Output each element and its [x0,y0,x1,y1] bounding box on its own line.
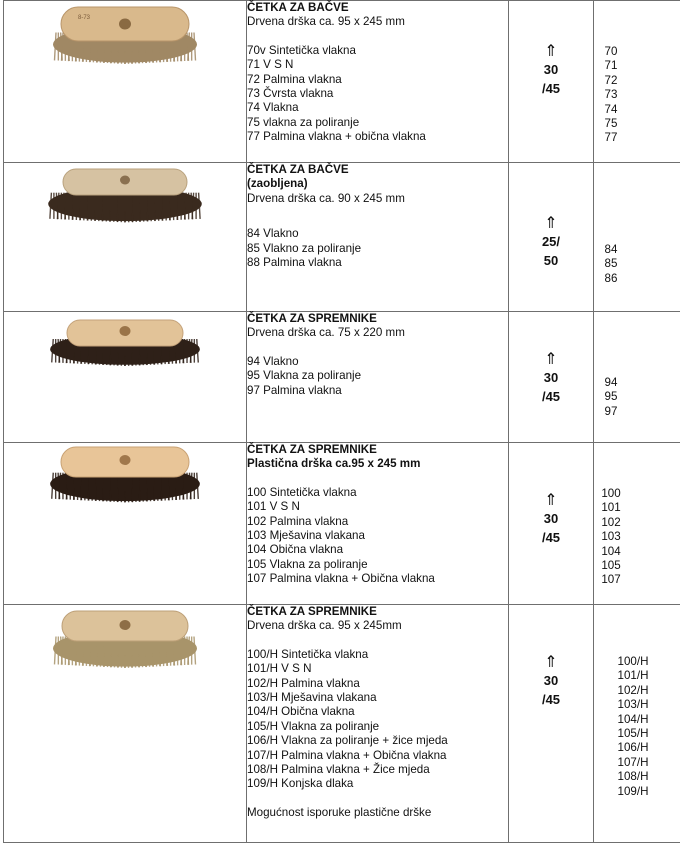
code-item: 85 [594,257,628,271]
size-value-b: 50 [542,251,560,270]
handle-spec: Plastična drška ca.95 x 245 mm [247,457,508,471]
size-cell [509,605,594,843]
variant-item: 103/H Mješavina vlakana [247,691,508,705]
code-list [594,243,680,286]
code-item: 84 [594,243,628,257]
variant-item: 102 Palmina vlakna [247,515,508,529]
size-cell [509,443,594,605]
product-description [247,1,509,163]
size-value-a: 30 [542,509,560,528]
size-value-a: 30 [542,671,560,690]
code-item: 86 [594,272,628,286]
size-value-b: /45 [542,528,560,547]
variant-item: 74 Vlakna [247,101,508,115]
size-value-b: /45 [542,690,560,709]
product-image-cell [4,443,247,605]
code-item: 102/H [616,684,650,698]
variant-item: 107 Palmina vlakna + Obična vlakna [247,572,508,586]
variant-item: 84 Vlakno [247,227,508,241]
code-item: 100/H [616,655,650,669]
code-item: 95 [594,390,628,404]
product-row [4,1,680,163]
code-item: 105/H [616,727,650,741]
brush-image [47,312,203,372]
code-list [594,487,680,588]
size-cell [509,1,594,163]
code-cell [594,605,680,843]
variant-item: 97 Palmina vlakna [247,384,508,398]
variant-item: 101/H V S N [247,662,508,676]
variant-item: 85 Vlakno za poliranje [247,242,508,256]
code-item: 77 [594,131,628,145]
supply-note: Mogućnost isporuke plastične drške [247,806,508,820]
code-item: 75 [594,117,628,131]
variant-item: 109/H Konjska dlaka [247,777,508,791]
code-item: 70 [594,45,628,59]
variant-item: 94 Vlakno [247,355,508,369]
arrow-up-icon: ⇑ [542,352,560,368]
code-item: 107 [594,573,628,587]
arrow-up-icon: ⇑ [542,493,560,509]
handle-spec: Drvena drška ca. 95 x 245 mm [247,15,508,29]
code-item: 73 [594,88,628,102]
size-value-a: 25/ [542,232,560,251]
code-item: 106/H [616,741,650,755]
variant-list [247,486,508,587]
code-item: 94 [594,376,628,390]
variant-item: 108/H Palmina vlakna + Žice mjeda [247,763,508,777]
product-row [4,605,680,843]
code-item: 100 [594,487,628,501]
variant-item: 71 V S N [247,58,508,72]
code-cell [594,443,680,605]
code-item: 101/H [616,669,650,683]
product-title: ČETKA ZA SPREMNIKE [247,605,508,619]
code-item: 101 [594,501,628,515]
product-title: ČETKA ZA BAČVE [247,163,508,177]
variant-list [247,355,508,398]
product-description [247,443,509,605]
variant-item: 106/H Vlakna za poliranje + žice mjeda [247,734,508,748]
product-row [4,163,680,312]
product-title: ČETKA ZA BAČVE [247,1,508,15]
variant-item: 105/H Vlakna za poliranje [247,720,508,734]
product-title: ČETKA ZA SPREMNIKE [247,312,508,326]
code-item: 109/H [616,785,650,799]
product-image-cell [4,163,247,312]
code-item: 97 [594,405,628,419]
code-item: 104/H [616,713,650,727]
handle-spec: Drvena drška ca. 90 x 245 mm [247,192,508,206]
code-item: 102 [594,516,628,530]
svg-text:8-73: 8-73 [78,15,91,21]
code-item: 72 [594,74,628,88]
code-cell [594,312,680,443]
variant-item: 101 V S N [247,500,508,514]
code-list [594,45,680,146]
handle-spec: Drvena drška ca. 75 x 220 mm [247,326,508,340]
variant-item: 95 Vlakna za poliranje [247,369,508,383]
product-image-cell [4,605,247,843]
handle-spec: Drvena drška ca. 95 x 245mm [247,619,508,633]
arrow-up-icon: ⇑ [542,655,560,671]
variant-item: 102/H Palmina vlakna [247,677,508,691]
code-item: 71 [594,59,628,73]
variant-list [247,227,508,270]
code-cell [594,163,680,312]
brush-image [47,443,203,509]
size-cell [509,163,594,312]
code-item: 74 [594,103,628,117]
code-list [616,655,680,799]
code-cell [594,1,680,163]
product-description [247,605,509,843]
variant-list [247,44,508,145]
variant-item: 107/H Palmina vlakna + Obična vlakna [247,749,508,763]
code-item: 105 [594,559,628,573]
size-value-b: /45 [542,79,560,98]
code-item: 103 [594,530,628,544]
code-item: 107/H [616,756,650,770]
product-subtitle: (zaobljena) [247,177,508,191]
product-description [247,312,509,443]
size-value-b: /45 [542,387,560,406]
brush-image [45,163,205,229]
variant-item: 100 Sintetička vlakna [247,486,508,500]
variant-item: 105 Vlakna za poliranje [247,558,508,572]
product-row [4,312,680,443]
product-table [3,0,680,843]
product-title: ČETKA ZA SPREMNIKE [247,443,508,457]
code-list [594,376,680,419]
code-item: 103/H [616,698,650,712]
arrow-up-icon: ⇑ [542,44,560,60]
variant-list [247,648,508,792]
variant-item: 77 Palmina vlakna + obična vlakna [247,130,508,144]
size-value-a: 30 [542,60,560,79]
code-item: 104 [594,545,628,559]
variant-item: 104 Obična vlakna [247,543,508,557]
size-value-a: 30 [542,368,560,387]
brush-image [50,1,200,71]
variant-item: 100/H Sintetička vlakna [247,648,508,662]
code-item: 108/H [616,770,650,784]
arrow-up-icon: ⇑ [542,216,560,232]
variant-item: 70v Sintetička vlakna [247,44,508,58]
variant-item: 72 Palmina vlakna [247,73,508,87]
product-row [4,443,680,605]
product-image-cell [4,1,247,163]
variant-item: 88 Palmina vlakna [247,256,508,270]
product-image-cell [4,312,247,443]
variant-item: 104/H Obična vlakna [247,705,508,719]
product-description [247,163,509,312]
variant-item: 103 Mješavina vlakana [247,529,508,543]
brush-image [50,605,200,675]
variant-item: 73 Čvrsta vlakna [247,87,508,101]
variant-item: 75 vlakna za poliranje [247,116,508,130]
size-cell [509,312,594,443]
